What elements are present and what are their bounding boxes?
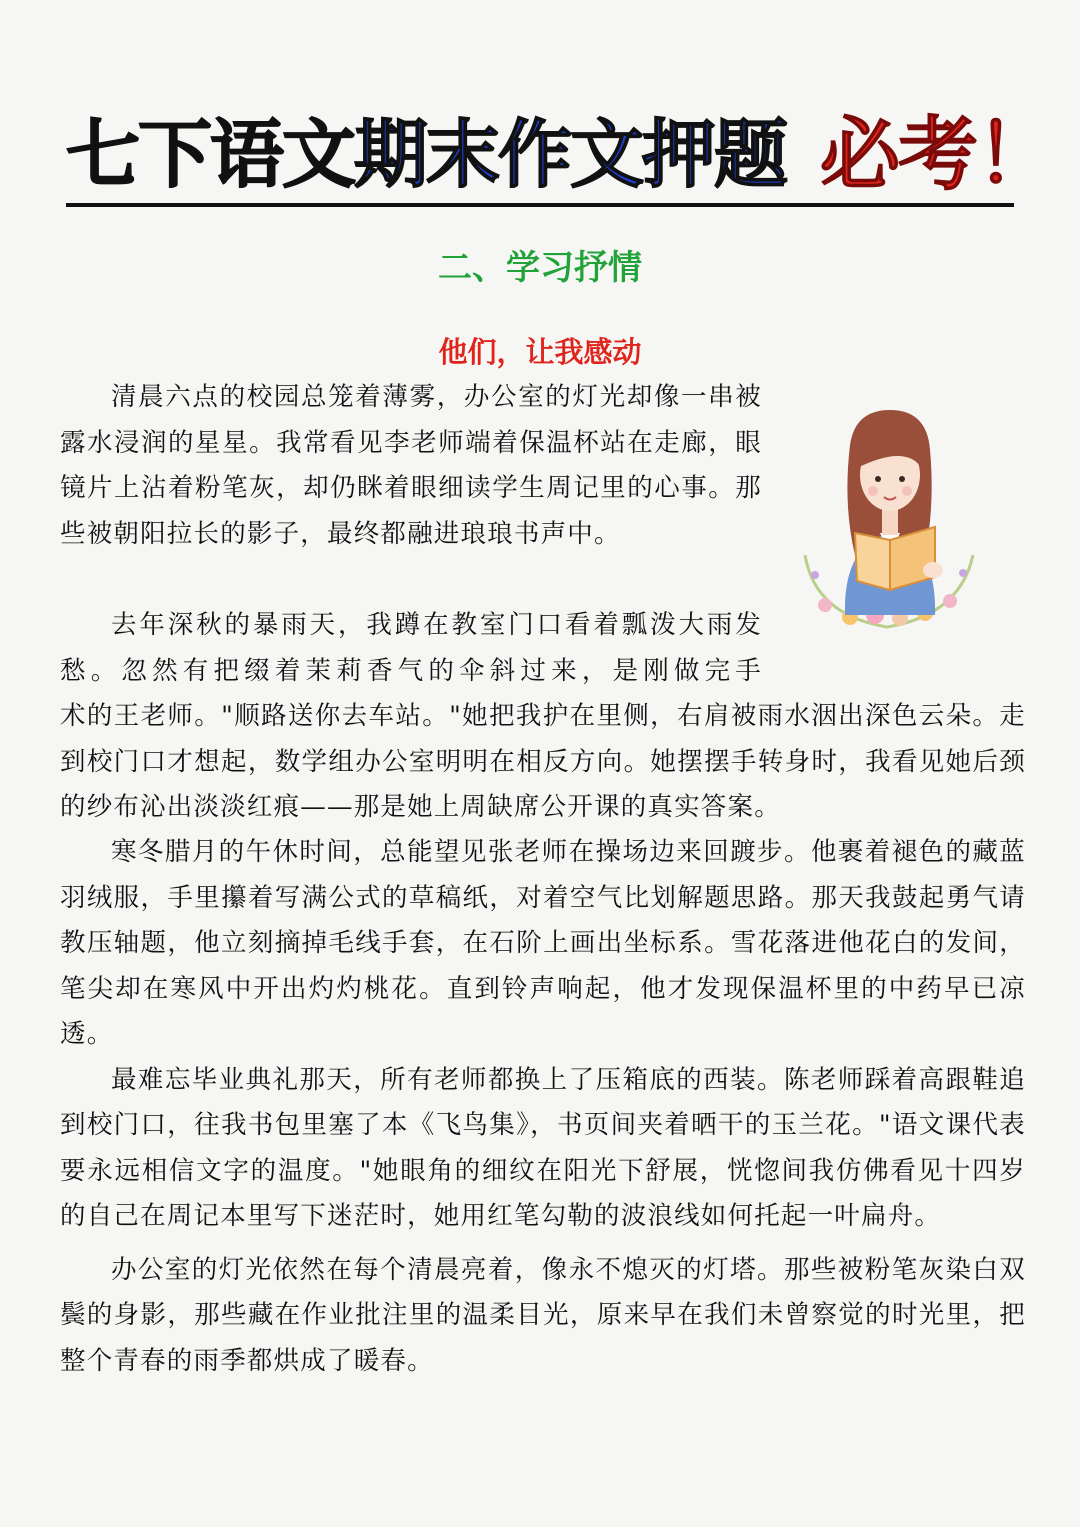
paragraph-1: 清晨六点的校园总笼着薄雾，办公室的灯光却像一串被露水浸润的星星。我常看见李老师端着保温杯站在走廊，眼镜片上沾着粉笔灰，却仍眯着眼细读学生周记里的心事。那些被朝阳拉长的影子，最终都融进琅琅书声中。 — [60, 382, 762, 549]
title-underline — [66, 203, 1014, 207]
paragraph-2-wide-part: 术的王老师。"顺路送你去车站。"她把我护在里侧，右肩被雨水洇出深色云朵。走到校门口才想起，数学组办公室明明在相反方向。她摆摆手转身时，我看见她后颈的纱布沁出淡淡红痕——那是她上周缺席公开课的真实答案。 — [60, 701, 1026, 822]
page-title — [66, 105, 1054, 205]
essay-title: 他们，让我感动 — [438, 335, 642, 369]
paragraphs-3-5-block — [60, 830, 1026, 1384]
paragraph-5: 办公室的灯光依然在每个清晨亮着，像永不熄灭的灯塔。那些被粉笔灰染白双鬓的身影，那些藏在作业批注里的温柔目光，原来早在我们未曾察觉的时光里，把整个青春的雨季都烘成了暖春。 — [60, 1254, 1026, 1376]
title-black-part: 七下语文 — [66, 112, 354, 198]
paragraph-2 — [60, 603, 1026, 831]
section-heading: 二、学习抒情 — [438, 248, 642, 288]
paragraph-3: 寒冬腊月的午休时间，总能望见张老师在操场边来回踱步。他裹着褪色的藏蓝羽绒服，手里攥着写满公式的草稿纸，对着空气比划解题思路。那天我鼓起勇气请教压轴题，他立刻摘掉毛线手套，在石阶上画出坐标系。雪花落进他花白的发间，笔尖却在寒风中开出灼灼桃花。直到铃声响起，他才发现保温杯里的中药早已凉透。 — [60, 837, 1026, 1049]
paragraph-1-block — [60, 375, 762, 557]
paragraph-2-block — [60, 603, 1026, 831]
title-red-part: 必考！ — [820, 108, 1054, 201]
paragraph-2-narrow-part: 去年深秋的暴雨天，我蹲在教室门口看着瓢泼大雨发愁。忽然有把缀着茉莉香气的伞斜过来，是刚做完手 — [60, 610, 762, 686]
title-blue-part: 期末作文押题 — [354, 112, 786, 198]
teacher-reading-book-illustration — [795, 405, 980, 635]
paragraph-4: 最难忘毕业典礼那天，所有老师都换上了压箱底的西装。陈老师踩着高跟鞋追到校门口，往我书包里塞了本《飞鸟集》，书页间夹着晒干的玉兰花。"语文课代表要永远相信文字的温度。"她眼角的细纹在阳光下舒展，恍惚间我仿佛看见十四岁的自己在周记本里写下迷茫时，她用红笔勾勒的波浪线如何托起一叶扁舟。 — [60, 1064, 1026, 1231]
